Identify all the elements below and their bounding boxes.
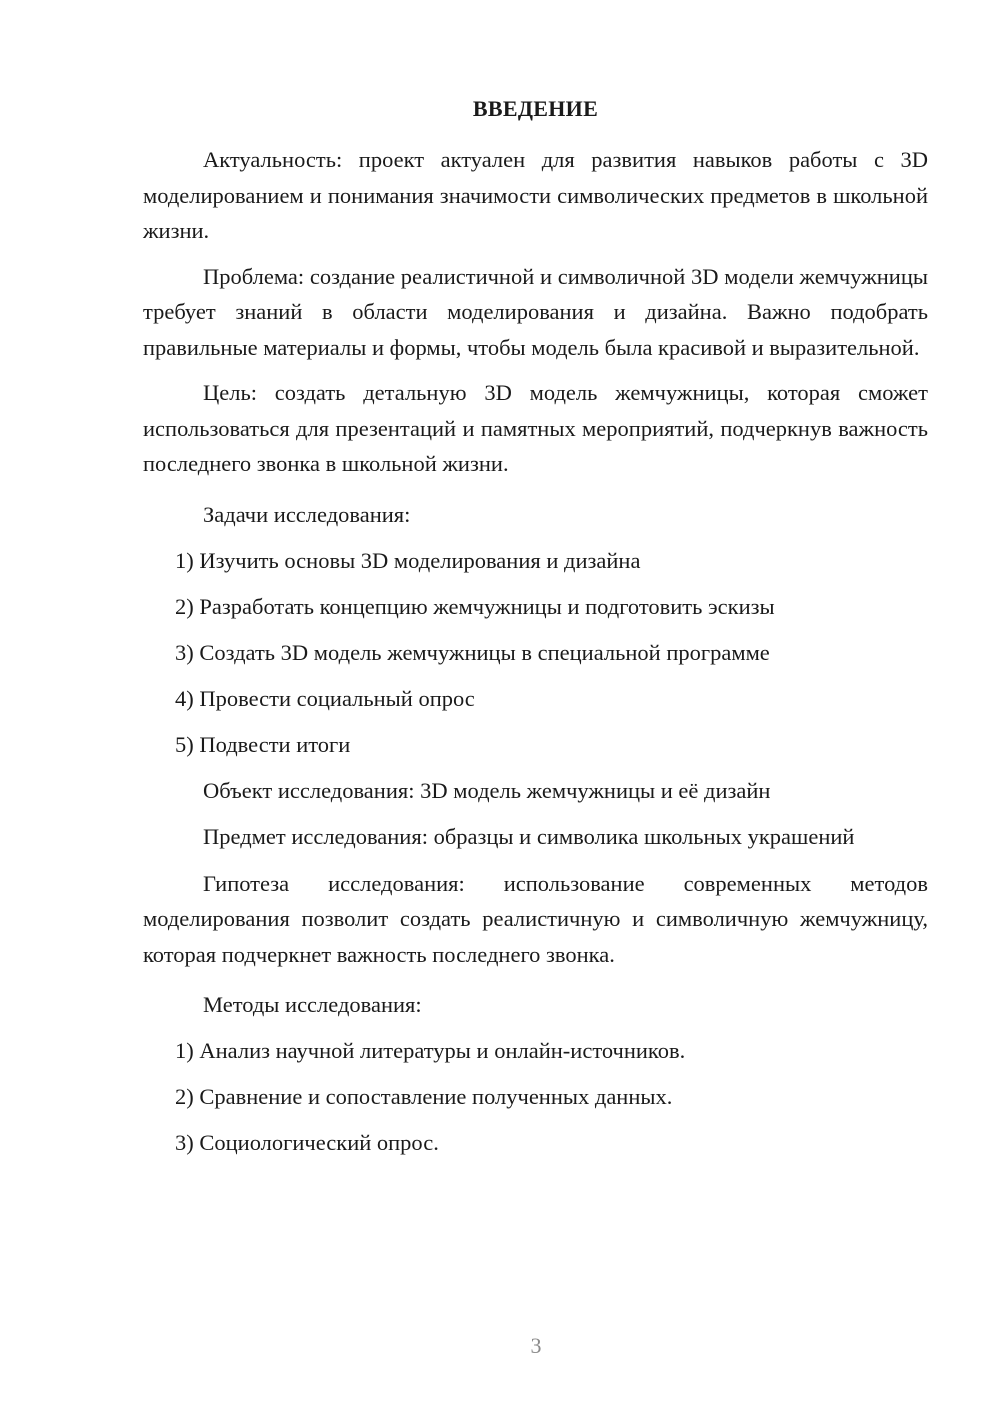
goal-paragraph: Цель: создать детальную 3D модель жемчужницы, которая сможет использоваться для презентаций и памятных мероприятий, подчеркнув важность последнего звонка в школьной жизни. <box>143 380 928 476</box>
relevance-paragraph: Актуальность: проект актуален для развития навыков работы с 3D моделированием и понимания значимости символических предметов в школьной жизни. <box>143 147 928 243</box>
task-item: 2) Разработать концепцию жемчужницы и подготовить эскизы <box>175 593 775 619</box>
problem-paragraph: Проблема: создание реалистичной и символичной 3D модели жемчужницы требует знаний в области моделирования и дизайна. Важно подобрать правильные материалы и формы, чтобы модель была красивой и выразительной. <box>143 263 928 360</box>
document-body <box>143 94 928 1166</box>
task-item: 5) Подвести итоги <box>175 731 351 757</box>
section-title: ВВЕДЕНИЕ <box>472 96 599 121</box>
page-number: 3 <box>530 1333 542 1358</box>
hypothesis-paragraph: Гипотеза исследования: использование современных методов моделирования позволит создать реалистичную и символичную жемчужницу, которая подчеркнет важность последнего звонка. <box>143 870 928 967</box>
method-item: 1) Анализ научной литературы и онлайн-источников. <box>175 1038 686 1063</box>
method-item: 2) Сравнение и сопоставление полученных данных. <box>175 1084 673 1109</box>
subject-line: Предмет исследования: образцы и символика школьных украшений <box>203 823 855 849</box>
method-item: 3) Социологический опрос. <box>175 1130 439 1155</box>
methods-heading: Методы исследования: <box>203 992 422 1017</box>
object-line: Объект исследования: 3D модель жемчужницы и её дизайн <box>203 777 771 803</box>
task-item: 1) Изучить основы 3D моделирования и дизайна <box>175 547 641 573</box>
task-item: 4) Провести социальный опрос <box>175 685 475 711</box>
task-item: 3) Создать 3D модель жемчужницы в специальной программе <box>175 639 770 665</box>
tasks-heading: Задачи исследования: <box>203 501 411 527</box>
